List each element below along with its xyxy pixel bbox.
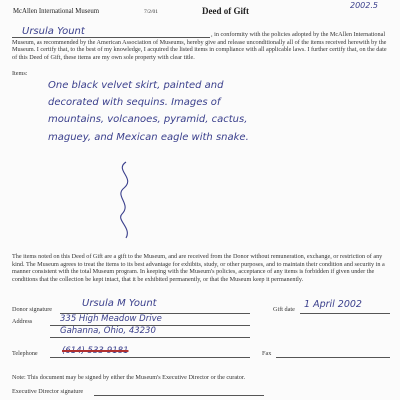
executive-director-signature-line — [94, 395, 264, 396]
items-line-3: mountains, volcanoes, pyramid, cactus, — [48, 114, 248, 125]
page-title: Deed of Gift — [202, 6, 249, 16]
telephone-label: Telephone — [12, 350, 38, 357]
intro-paragraph: , in conformity with the policies adopted by the McAllen International Museum, as recommended by the American Association of Museums, hereby give and release unconditionally all of the items received herewith by the Museum. I certify that, to the best of my knowledge, I acquired the listed items in compliance with all applicable laws. I further certify that, on the date of this Deed of Gift, these items are my own sole property with clear title. — [12, 31, 387, 61]
form-code: 7/2/01 — [144, 9, 159, 15]
fax-label: Fax — [262, 350, 272, 357]
gift-date-line — [300, 313, 390, 314]
gift-date-label: Gift date — [273, 306, 295, 313]
donor-signature-label: Donor signature — [12, 306, 53, 313]
telephone-line — [50, 357, 250, 358]
terms-paragraph: The items noted on this Deed of Gift are a gift to the Museum, and are received from the Donor without remuneration, exchange, or restriction of any kind. The Museum agrees to treat the items to its best advantage for exhibits, study, or other purposes, and to maintain their condition and security in a manner consistent with the total Museum program. In keeping with the Museum's policies, acceptance of any items is forbidden if given under the conditions that the collection be kept intact, that it be exhibited permanently, or that the Museum keep it permanently. — [12, 253, 385, 283]
address-label: Address — [12, 318, 33, 325]
gift-date-handwritten: 1 April 2002 — [304, 299, 362, 310]
handwritten-accession-number: 2002.5 — [350, 1, 378, 10]
items-line-4: maguey, and Mexican eagle with snake. — [48, 132, 249, 143]
address-line-2 — [50, 337, 250, 338]
donor-signature-handwritten: Ursula M Yount — [82, 298, 157, 309]
address-line-2-handwritten: Gahanna, Ohio, 43230 — [60, 326, 156, 336]
executive-director-label: Executive Director signature — [12, 388, 84, 395]
museum-name: McAllen International Museum — [13, 8, 100, 15]
footer-note: Note: This document may be signed by either the Museum's Executive Director or the curator. — [12, 374, 246, 381]
address-line-1-handwritten: 335 High Meadow Drive — [60, 314, 162, 324]
donor-name-handwritten: Ursula Yount — [22, 26, 85, 37]
blank-space-squiggle — [110, 160, 140, 240]
items-line-2: decorated with sequins. Images of — [48, 97, 221, 108]
telephone-handwritten-struck: (614) 533-9181 — [62, 346, 129, 356]
fax-line — [276, 357, 390, 358]
items-line-1: One black velvet skirt, painted and — [48, 80, 224, 91]
items-label: Items: — [12, 70, 28, 77]
